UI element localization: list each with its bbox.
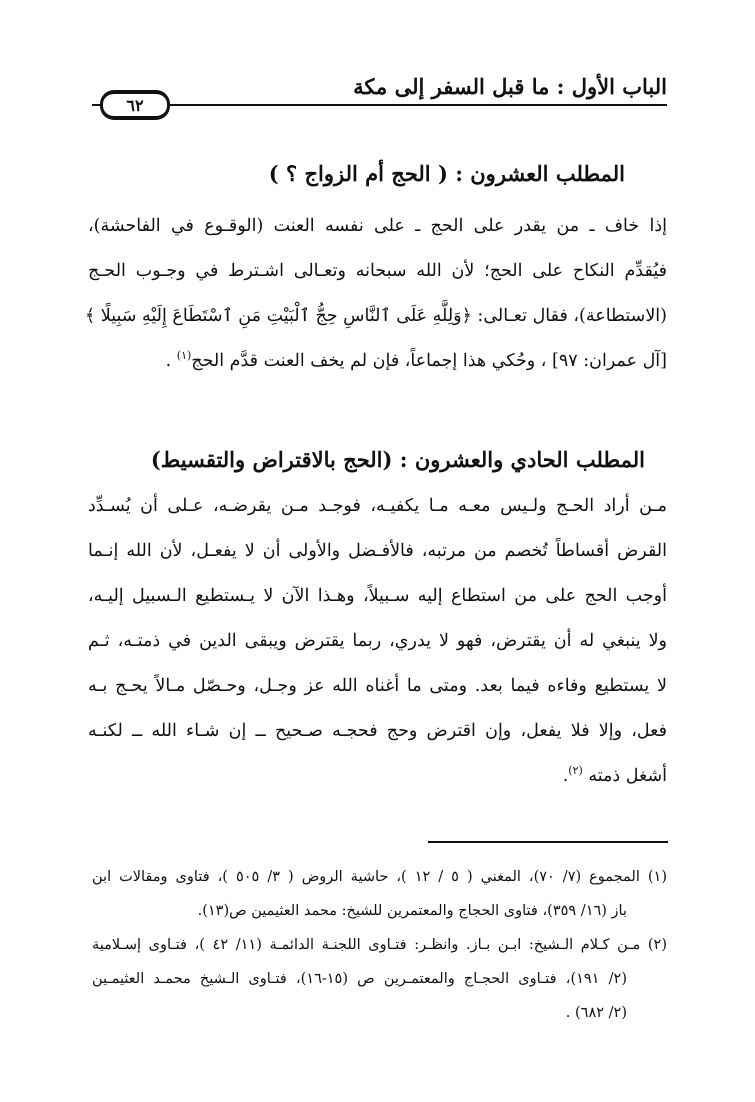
footnotes — [92, 860, 667, 1030]
section-heading-21: المطلب الحادي والعشرون : (الحج بالاقتراض والتقسيط) — [150, 447, 645, 472]
paragraph-line: فعل، وإلا فلا يفعل، وإن اقترض وحج فحجـه صـحيح ــ إن شـاء الله ــ لكنـه — [88, 721, 667, 741]
footnote-2-line: (٢/ ٦٨٢) . — [565, 1005, 627, 1021]
paragraph-line-text: أشغل ذمته — [588, 766, 667, 786]
paragraph-line: إذا خاف ـ من يقدر على الحج ـ على نفسه العنت (الوقـوع في الفاحشة)، — [88, 216, 667, 236]
paragraph-line: القرض أقساطاً تُخصم من مرتبه، فالأفـضل والأولى أن لا يفعـل، لأن الله إنـما — [88, 541, 667, 561]
page-number-text: ٦٢ — [126, 95, 144, 115]
header-rule — [92, 104, 667, 106]
running-head: الباب الأول : ما قبل السفر إلى مكة — [353, 74, 667, 99]
line-end: . — [562, 766, 569, 786]
paragraph-line — [88, 754, 667, 799]
line-end: . — [165, 351, 177, 371]
paragraph-line: أوجب الحج على من استطاع إليه سـبيلاً، وهـذا الآن لا يـستطيع الـسبيل إليـه، — [88, 586, 667, 606]
footnote-1-line: باز (١٦/ ٣٥٩)، فتاوى الحجاج والمعتمرين للشيخ: محمد العثيمين ص(١٣). — [197, 903, 627, 919]
footnote-ref-2[interactable]: (٢) — [568, 764, 583, 778]
paragraph-line: لا يستطيع وفاءه فيما بعد. ومتى ما أغناه الله عز وجـل، وحـصّل مـالاً يحـج بـه — [88, 676, 667, 696]
paragraph-line: ولا ينبغي له أن يقترض، فهو لا يدري، ربما يقترض ويبقى الدين في ذمتـه، ثـم — [88, 631, 667, 651]
footnote-separator — [428, 841, 668, 843]
section-21-paragraph — [88, 484, 667, 799]
footnote-2-line: (٢/ ١٩١)، فتـاوى الحجـاج والمعتمـرين ص (١٥-١٦)، فتـاوى الـشيخ محمـد العثيمـين — [92, 971, 627, 987]
paragraph-line: مـن أراد الحـج ولـيس معـه مـا يكفيـه، فوجـد مـن يقرضـه، عـلى أن يُسـدِّد — [88, 496, 667, 516]
paragraph-line-text: [آل عمران: ٩٧] ، وحُكي هذا إجماعاً، فإن لم يخف العنت قدَّم الحج — [191, 351, 667, 371]
paragraph-line: فيُقدِّم النكاح على الحج؛ لأن الله سبحانه وتعـالى اشـترط في وجـوب الحـج — [88, 261, 667, 281]
footnote-2-line: (٢) مـن كـلام الـشيخ: ابـن بـاز. وانظـر: فتـاوى اللجنـة الدائمـة (١١/ ٤٢ )، فتـاوى إسـلامية — [92, 937, 667, 953]
section-20-paragraph — [84, 204, 667, 384]
paragraph-line — [88, 339, 667, 384]
paragraph-line: (الاستطاعة)، فقال تعـالى: ﴿وَلِلَّهِ عَلَى ٱلنَّاسِ حِجُّ ٱلْبَيْتِ مَنِ ٱسْتَطَاعَ إِلَيْهِ سَبِيلًا ﴾ — [84, 306, 667, 326]
footnote-ref-1[interactable]: (١) — [176, 349, 192, 363]
footnote-1-line: (١) المجموع (٧/ ٧٠)، المغني ( ٥ / ١٢ )، حاشية الروض ( ٣/ ٥٠٥ )، فتاوى ومقالات ابن — [92, 869, 667, 885]
section-heading-20: المطلب العشرون : ( الحج أم الزواج ؟ ) — [268, 161, 625, 186]
page-number — [100, 90, 170, 120]
